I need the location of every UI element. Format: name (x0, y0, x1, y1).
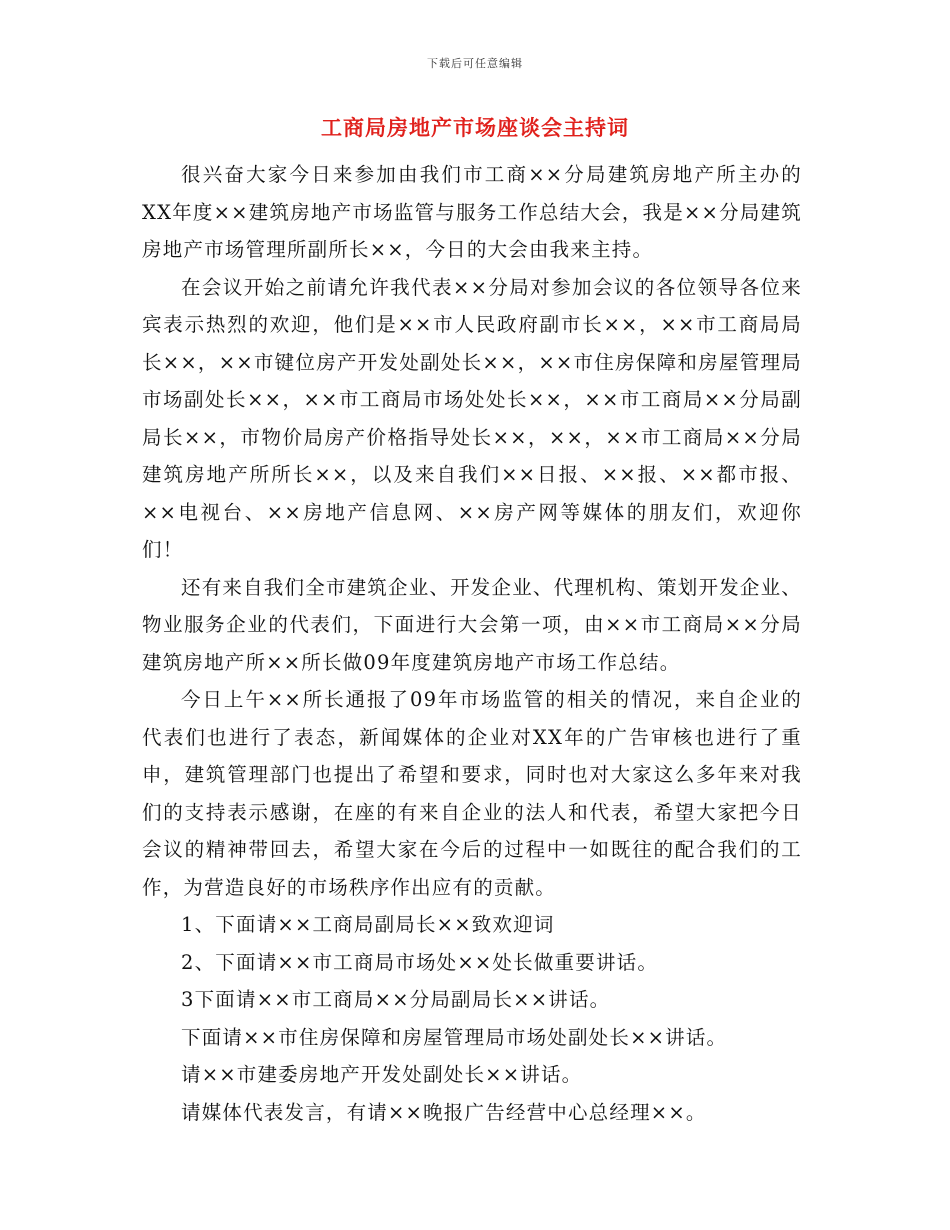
agenda-item-5: 请××市建委房地产开发处副处长××讲话。 (181, 1063, 583, 1086)
agenda-item-1: 1、下面请××工商局副局长××致欢迎词 (181, 913, 555, 936)
header-note: 下载后可任意编辑 (427, 57, 523, 70)
paragraph-opening: 很兴奋大家今日来参加由我们市工商××分局建筑房地产所主办的XX年度××建筑房地产市场监管与服务工作总结大会，我是××分局建筑房地产市场管理所副所长××，今日的大会由我来主持。 (142, 163, 802, 261)
document-title: 工商局房地产市场座谈会主持词 (321, 115, 629, 140)
paragraph-representatives: 还有来自我们全市建筑企业、开发企业、代理机构、策划开发企业、物业服务企业的代表们，下面进行大会第一项，由××市工商局××分局建筑房地产所××所长做09年度建筑房地产市场工作总结。 (142, 575, 803, 674)
agenda-item-6: 请媒体代表发言，有请××晚报广告经营中心总经理××。 (181, 1100, 707, 1124)
paragraph-morning-summary: 今日上午××所长通报了09年市场监管的相关的情况，来自企业的代表们也进行了表态，新闻媒体的企业对XX年的广告审核也进行了重申，建筑管理部门也提出了希望和要求，同时也对大家这么多年来对我们的支持表示感谢，在座的有来自企业的法人和代表，希望大家把今日会议的精神带回去，希望大家在今后的过程中一如既往的配合我们的工作，为营造良好的市场秩序作出应有的贡献。 (142, 688, 802, 899)
paragraph-welcome-guests: 在会议开始之前请允许我代表××分局对参加会议的各位领导各位来宾表示热烈的欢迎，他们是××市人民政府副市长××，××市工商局局长××，××市键位房产开发处副处长××，××市住房保障和房屋管理局市场副处长××，××市工商局市场处处长××，××市工商局××分局副局长××，市物价局房产价格指导处长××，××，××市工商局××分局建筑房地产所所长××，以及来自我们××日报、××报、××都市报、××电视台、××房地产信息网、××房产网等媒体的朋友们，欢迎你们！ (142, 275, 802, 561)
agenda-item-4: 下面请××市住房保障和房屋管理局市场处副处长××讲话。 (181, 1025, 728, 1049)
agenda-item-2: 2、下面请××市工商局市场处××处长做重要讲话。 (181, 950, 659, 974)
agenda-item-3: 3下面请××市工商局××分局副局长××讲话。 (181, 988, 611, 1011)
document-body (142, 156, 802, 1131)
